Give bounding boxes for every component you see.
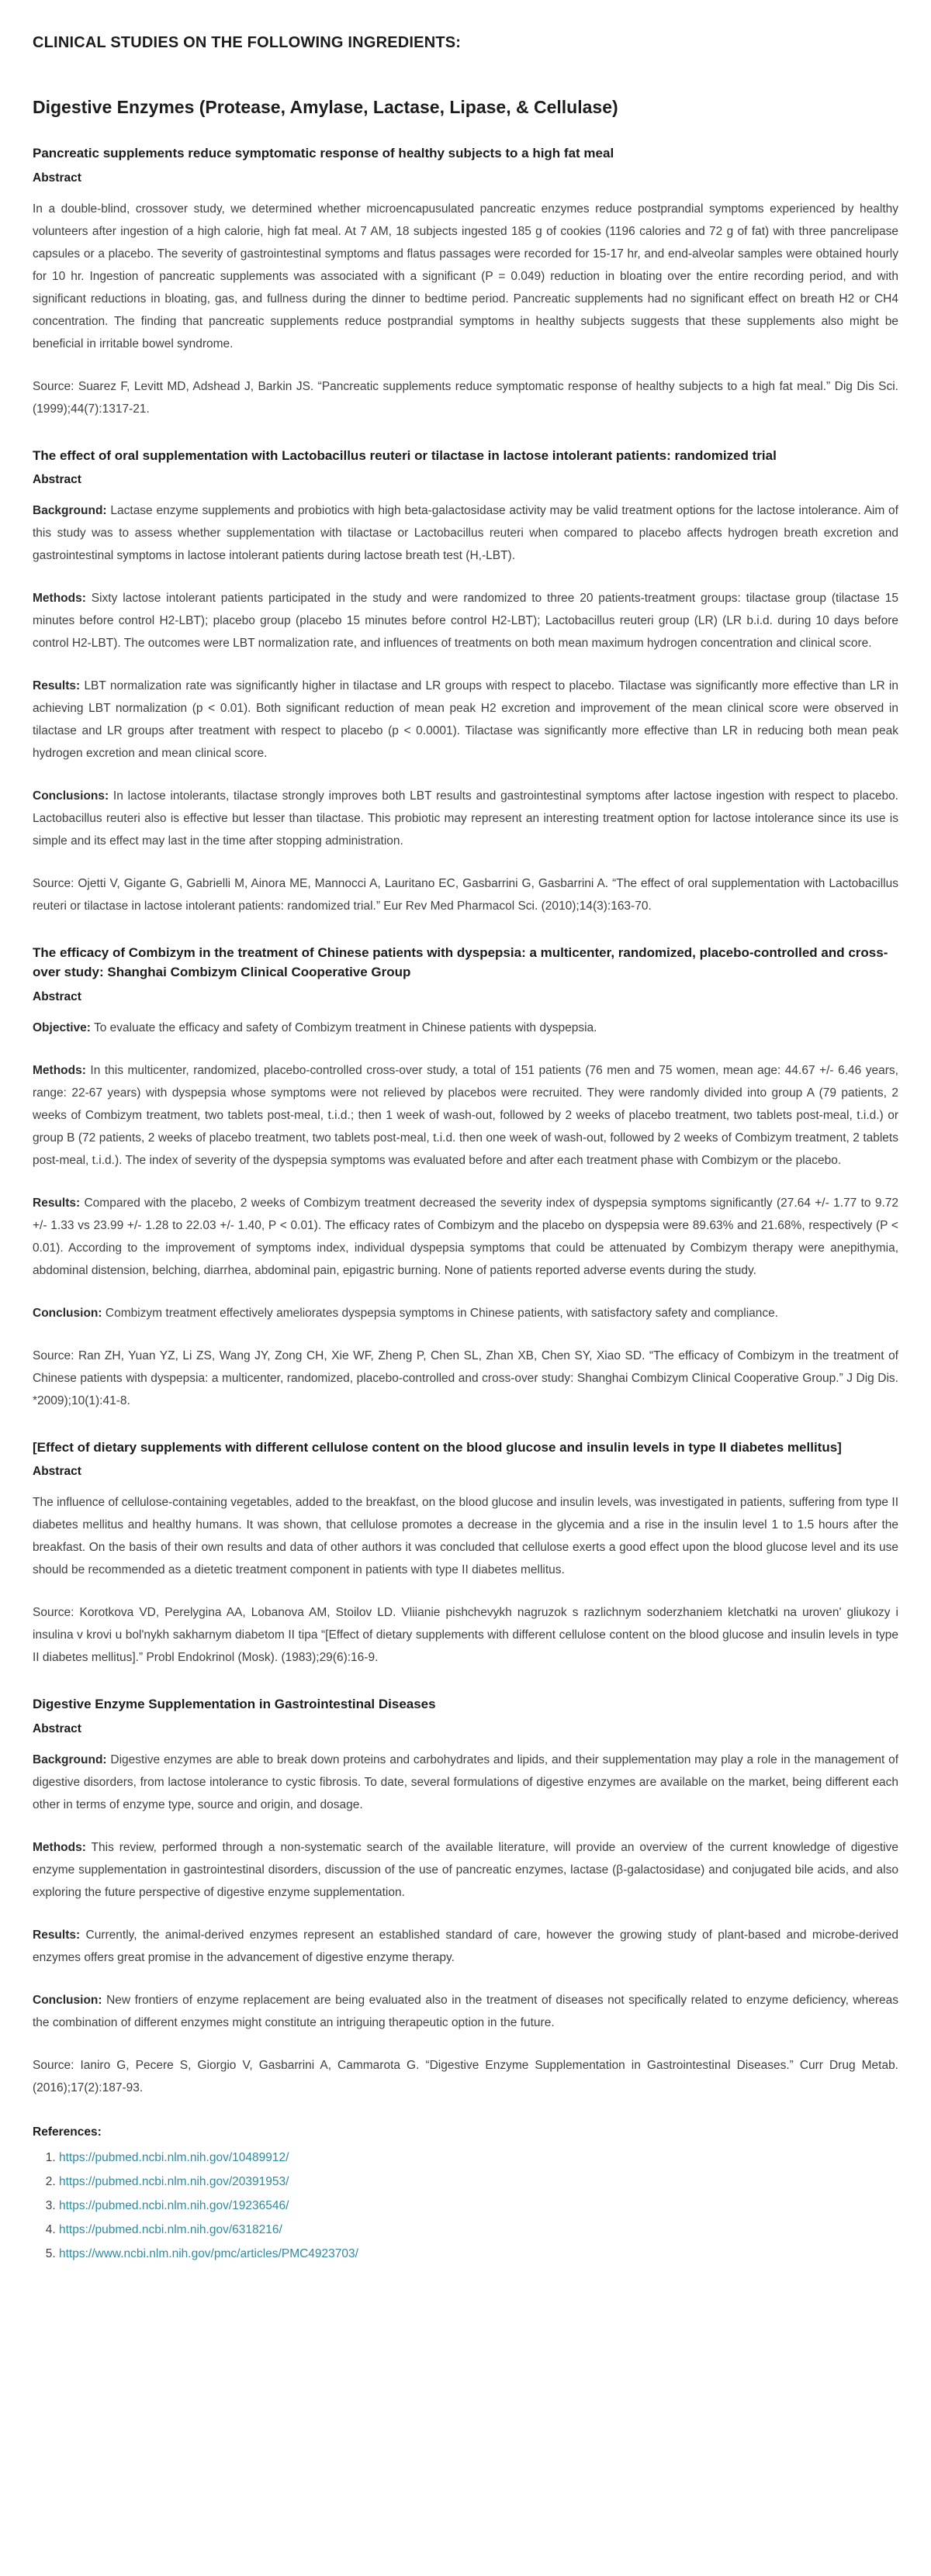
reference-link[interactable]: https://www.ncbi.nlm.nih.gov/pmc/articles/PMC4923703/ [59,2246,358,2260]
paragraph-text: Lactase enzyme supplements and probiotics with high beta-galactosidase activity may be valid treatment options for the lactose intolerance. Aim of this study was to assess whether supplementation with tilactase or Lactobacillus reuteri when compared to placebo affects hydrogen breath excretion and gastrointestinal symptoms in lactose intolerant patients during lactose breath test (H,-LBT). [33,504,898,563]
abstract-paragraph [33,587,898,654]
paragraph-label: Methods: [33,1840,86,1854]
reference-link[interactable]: https://pubmed.ncbi.nlm.nih.gov/20391953/ [59,2174,289,2188]
abstract-label: Abstract [33,989,81,1003]
abstract-paragraph [33,675,898,765]
paragraph-label: Background: [33,504,107,518]
reference-item [59,2242,898,2266]
abstract-paragraph [33,1192,898,1282]
source-citation: Source: Korotkova VD, Perelygina AA, Lobanova AM, Stoilov LD. Vliianie pishchevykh nagruzok s razlichnym soderzhaniem kletchatki na uroven' gliukozy i insulina v krovi u bol'nykh sakharnym diabetom II tipa “[Effect of dietary supplements with different cellulose content on the blood glucose and insulin levels in type II diabetes mellitus].” Probl Endokrinol (Mosk). (1983);29(6):16-9. [33,1606,898,1665]
study-heading: The effect of oral supplementation with Lactobacillus reuteri or tilactase in lactose intolerant patients: randomized trial [33,447,777,463]
source-citation: Source: Ianiro G, Pecere S, Giorgio V, Gasbarrini A, Cammarota G. “Digestive Enzyme Supplementation in Gastrointestinal Diseases.” Curr Drug Metab. (2016);17(2):187-93. [33,2058,898,2094]
paragraph-text: The influence of cellulose-containing vegetables, added to the breakfast, on the blood glucose and insulin levels, was investigated in patients, suffering from type II diabetes mellitus and healthy humans. It was shown, that cellulose promotes a decrease in the glycemia and a rise in the insulin level 1 to 1.5 hours after the breakfast. On the basis of their own results and data of other authors it was concluded that cellulose exerts a good effect upon the blood glucose level and its use should be recommended as a dietetic treatment component in patients with type II diabetes mellitus. [33,1496,898,1577]
paragraph-text: Sixty lactose intolerant patients participated in the study and were randomized to three 20 patients-treatment groups: tilactase group (tilactase 15 minutes before control H2-LBT); placebo group (placebo 15 minutes before control H2-LBT); Lactobacillus reuteri group (LR) (LR b.i.d. during 10 days before control H2-LBT). The outcomes were LBT normalization rate, and influences of treatments on both mean maximum hydrogen concentration and clinical score. [33,592,899,651]
references-heading [33,2125,898,2139]
abstract-label: Abstract [33,171,81,185]
abstract-label: Abstract [33,1721,81,1735]
paragraph-text: Compared with the placebo, 2 weeks of Combizym treatment decreased the severity index of dyspepsia symptoms significantly (27.64 +/- 1.77 to 9.72 +/- 1.33 vs 23.99 +/- 1.28 to 22.03 +/- 1.40, P < 0.01). The efficacy rates of Combizym and the placebo on dyspepsia were 89.63% and 21.68%, respectively (P < 0.01). According to the improvement of symptoms index, individual dyspepsia symptoms that could be attenuated by Combizym therapy were anepithymia, abdominal distension, belching, diarrhea, abdominal pain, epigastric burning. None of patients reported adverse events during the study. [33,1196,898,1277]
references-section [33,2125,898,2266]
reference-item [59,2218,898,2242]
abstract-paragraph [33,1836,898,1904]
abstract-paragraph [33,198,898,355]
study-heading: [Effect of dietary supplements with different cellulose content on the blood glucose and insulin levels in type II diabetes mellitus] [33,1439,842,1455]
paragraph-text: In a double-blind, crossover study, we determined whether microencapusulated pancreatic enzymes reduce postprandial symptoms experienced by healthy volunteers after ingestion of a high calorie, high fat meal. At 7 AM, 18 subjects ingested 185 g of cookies (1196 calories and 72 g of fat) with three pancrelipase capsules or a placebo. The severity of gastrointestinal symptoms and flatus passages were recorded for 15-17 hr, and end-alveolar samples were obtained hourly for 10 hr. Ingestion of pancreatic supplements was associated with a significant (P = 0.049) reduction in bloating over the entire recording period, and with significant reductions in bloating, gas, and fullness during the dinner to bedtime period. Pancreatic supplements had no significant effect on breath H2 or CH4 concentration. The finding that pancreatic supplements reduce postprandial symptoms in healthy subjects suggests that these supplements also might be beneficial in irritable bowel syndrome. [33,202,898,350]
study-heading: Digestive Enzyme Supplementation in Gastrointestinal Diseases [33,1697,436,1712]
reference-link[interactable]: https://pubmed.ncbi.nlm.nih.gov/10489912/ [59,2150,289,2164]
studies-container [33,144,898,2099]
paragraph-label: Background: [33,1752,107,1766]
abstract-paragraph [33,1059,898,1172]
paragraph-label: Results: [33,1928,81,1942]
ingredient-heading: Digestive Enzymes (Protease, Amylase, Lactase, Lipase, & Cellulase) [33,97,618,117]
paragraph-text: In this multicenter, randomized, placebo-controlled cross-over study, a total of 151 patients (76 men and 75 women, mean age: 44.67 +/- 6.46 years, range: 22-67 years) with dyspepsia whose symptoms were not relieved by placebos were recruited. They were randomly divided into group A (79 patients, 2 weeks of Combizym treatment, two tablets post-meal, t.i.d.; then 1 week of wash-out, followed by 2 weeks of placebo treatment, two tablets post-meal, t.i.d.) or group B (72 patients, 2 weeks of placebo treatment, two tablets post-meal, t.i.d. then one week of wash-out, followed by 2 weeks of Combizym treatment, 2 tablets post-meal, t.i.d.). The index of severity of the dyspepsia symptoms was evaluated before and after each treatment phase with Combizym or the placebo. [33,1063,898,1167]
study-heading: The efficacy of Combizym in the treatment of Chinese patients with dyspepsia: a multicenter, randomized, placebo-controlled and cross-over study: Shanghai Combizym Clinical Cooperative Group [33,945,888,979]
paragraph-label: Conclusions: [33,789,109,803]
reference-item [59,2146,898,2170]
abstract-label: Abstract [33,1465,81,1479]
paragraph-label: Objective: [33,1020,91,1034]
abstract-paragraph [33,1017,898,1039]
study-section [33,144,898,420]
study-heading: Pancreatic supplements reduce symptomatic response of healthy subjects to a high fat meal [33,146,614,161]
paragraph-label: Results: [33,679,81,693]
source-citation: Source: Ran ZH, Yuan YZ, Li ZS, Wang JY, Zong CH, Xie WF, Zheng P, Chen SL, Zhan XB, Chen SY, Xiao SD. “The efficacy of Combizym in the treatment of Chinese patients with dyspepsia: a multicenter, randomized, placebo-controlled and cross-over study: Shanghai Combizym Clinical Cooperative Group.” J Dig Dis. *2009);10(1):41-8. [33,1348,898,1407]
study-section [33,944,898,1411]
paragraph-text: Digestive enzymes are able to break down proteins and carbohydrates and lipids, and their supplementation may play a role in the management of digestive disorders, from lactose intolerance to cystic fibrosis. To date, several formulations of digestive enzymes are available on the market, being different each other in terms of enzyme type, source and origin, and dosage. [33,1752,899,1811]
source-citation: Source: Ojetti V, Gigante G, Gabrielli M, Ainora ME, Mannocci A, Lauritano EC, Gasbarrini G, Gasbarrini A. “The effect of oral supplementation with Lactobacillus reuteri or tilactase in lactose intolerant patients: randomized trial.” Eur Rev Med Pharmacol Sci. (2010);14(3):163-70. [33,877,898,913]
abstract-paragraph [33,1302,898,1324]
paragraph-label: Conclusion: [33,1306,102,1320]
reference-item [59,2194,898,2218]
paragraph-text: This review, performed through a non-systematic search of the available literature, will provide an overview of the current knowledge of digestive enzyme supplementation in gastrointestinal disorders, discussion of the use of pancreatic enzymes, lactase (β-galactosidase) and conjugated bile acids, and also exploring the future perspective of digestive enzyme supplementation. [33,1840,898,1899]
paragraph-label: Methods: [33,1063,86,1077]
paragraph-text: In lactose intolerants, tilactase strongly improves both LBT results and gastrointestinal symptoms after lactose ingestion with respect to placebo. Lactobacillus reuteri also is effective but lesser than tilactase. This probiotic may represent an interesting treatment option for lactose intolerance since its use is simple and its effect may last in the time after stopping administration. [33,789,898,848]
paragraph-label: Methods: [33,592,86,606]
page-title: CLINICAL STUDIES ON THE FOLLOWING INGREDIENTS: [33,34,462,51]
abstract-paragraph [33,1491,898,1581]
paragraph-label: Results: [33,1196,81,1210]
paragraph-text: New frontiers of enzyme replacement are being evaluated also in the treatment of diseases not specifically related to enzyme deficiency, whereas the combination of different enzymes might constitute an intriguing therapeutic option in the future. [33,1993,898,2029]
reference-item [59,2170,898,2194]
source-citation: Source: Suarez F, Levitt MD, Adshead J, Barkin JS. “Pancreatic supplements reduce symptomatic response of healthy subjects to a high fat meal.” Dig Dis Sci. (1999);44(7):1317-21. [33,379,898,416]
paragraph-text: LBT normalization rate was significantly higher in tilactase and LR groups with respect to placebo. Tilactase was significantly more effective than LR in achieving LBT normalization (p < 0.01). Both significant reduction of mean peak H2 excretion and improvement of the mean clinical score were observed in tilactase and LR groups after treatment with respect to placebo (p < 0.0001). Tilactase was significantly more effective than LR in reducing both mean peak hydrogen excretion and mean clinical score. [33,679,898,761]
references-heading-label: References: [33,2125,102,2139]
paragraph-text: To evaluate the efficacy and safety of Combizym treatment in Chinese patients with dyspepsia. [93,1020,597,1034]
abstract-paragraph [33,499,898,567]
abstract-paragraph [33,1924,898,1969]
study-section [33,1438,898,1670]
paragraph-text: Combizym treatment effectively ameliorates dyspepsia symptoms in Chinese patients, with satisfactory safety and compliance. [105,1306,779,1320]
abstract-paragraph [33,1749,898,1816]
reference-link[interactable]: https://pubmed.ncbi.nlm.nih.gov/19236546/ [59,2198,289,2212]
paragraph-label: Conclusion: [33,1993,102,2007]
paragraph-text: Currently, the animal-derived enzymes represent an established standard of care, however the growing study of plant-based and microbe-derived enzymes offers great promise in the advancement of digestive enzyme therapy. [33,1928,898,1964]
study-section [33,447,898,918]
references-list [40,2146,898,2266]
reference-link[interactable]: https://pubmed.ncbi.nlm.nih.gov/6318216/ [59,2222,282,2236]
abstract-label: Abstract [33,473,81,487]
abstract-paragraph [33,1989,898,2034]
study-section [33,1695,898,2099]
abstract-paragraph [33,785,898,852]
